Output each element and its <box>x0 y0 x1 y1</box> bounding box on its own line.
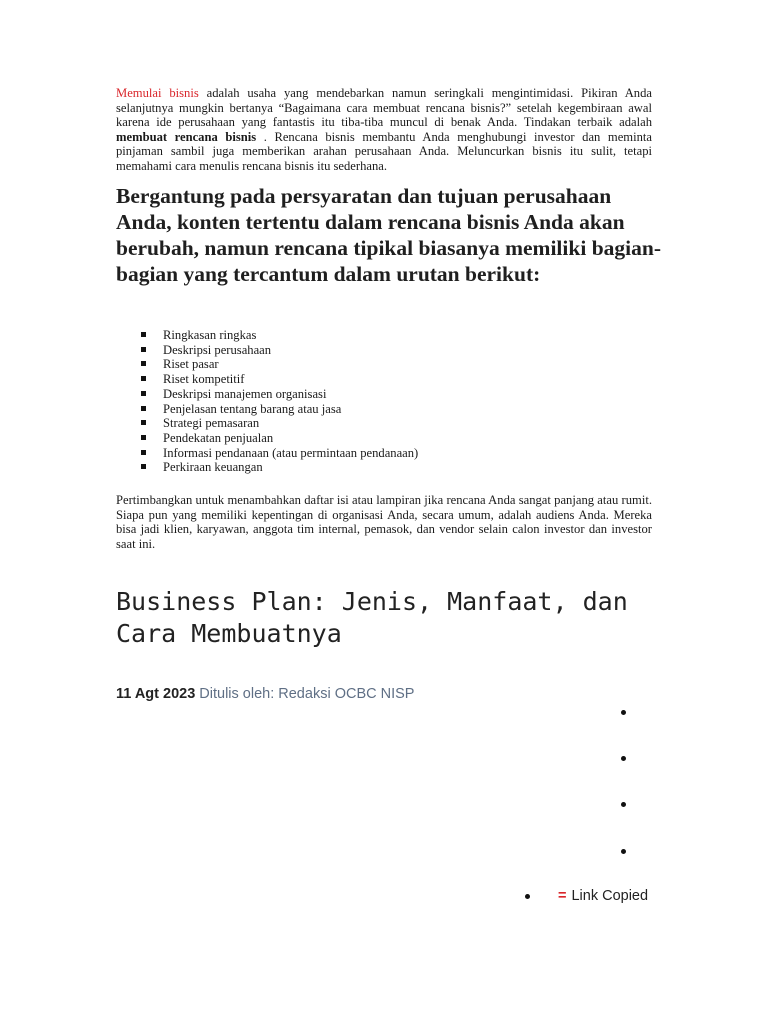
list-item: Informasi pendanaan (atau permintaan pendanaan) <box>140 446 418 461</box>
share-bullet-icon[interactable] <box>621 756 626 761</box>
list-item: Riset kompetitif <box>140 372 418 387</box>
share-bullet-icon[interactable] <box>621 802 626 807</box>
intro-text-2: . Rencana bisnis membantu Anda menghubungi investor dan meminta pinjaman sambil juga memberikan arahan perusahaan Anda. Meluncurkan bisnis itu sulit, tetapi memahami cara menulis rencana bisnis itu sederhana. <box>116 129 652 173</box>
list-item: Deskripsi manajemen organisasi <box>140 387 418 402</box>
copy-link-icon[interactable]: = <box>558 888 567 904</box>
article-date: 11 Agt 2023 <box>116 686 196 702</box>
link-copied-notice <box>522 888 648 904</box>
closing-paragraph: Pertimbangkan untuk menambahkan daftar isi atau lampiran jika rencana Anda sangat panjang atau rumit. Siapa pun yang memiliki kepentingan di organisasi Anda, secara umum, adalah audiens Anda. Mereka bisa jadi klien, karyawan, anggota tim internal, pemasok, dan vendor selain calon investor dan investor saat ini. <box>116 493 652 551</box>
list-item: Deskripsi perusahaan <box>140 343 418 358</box>
list-item: Perkiraan keuangan <box>140 460 418 475</box>
list-item: Pendekatan penjualan <box>140 431 418 446</box>
intro-link[interactable]: Memulai bisnis <box>116 86 199 100</box>
list-item: Strategi pemasaran <box>140 416 418 431</box>
share-bullet-icon[interactable] <box>621 710 626 715</box>
list-item: Riset pasar <box>140 357 418 372</box>
plan-sections-list <box>140 328 418 475</box>
intro-text-1: adalah usaha yang mendebarkan namun seringkali mengintimidasi. Pikiran Anda selanjutnya mungkin bertanya “Bagaimana cara membuat rencana bisnis?” setelah kegembiraan awal karena ide perusahaan yang fantastis itu tiba-tiba muncul di benak Anda. Tindakan terbaik adalah <box>116 86 652 130</box>
link-copied-label: Link Copied <box>571 888 649 904</box>
article-title: Business Plan: Jenis, Manfaat, dan Cara Membuatnya <box>116 587 628 648</box>
bullet-icon <box>525 894 530 899</box>
section-heading: Bergantung pada persyaratan dan tujuan perusahaan Anda, konten tertentu dalam rencana bisnis Anda akan berubah, namun rencana tipikal biasanya memiliki bagian-bagian yang tercantum dalam urutan berikut: <box>116 184 661 286</box>
list-item: Penjelasan tentang barang atau jasa <box>140 402 418 417</box>
intro-paragraph <box>116 86 652 174</box>
list-item: Ringkasan ringkas <box>140 328 418 343</box>
article-meta <box>116 686 414 702</box>
share-bullet-icon[interactable] <box>621 849 626 854</box>
intro-bold-link: membuat rencana bisnis <box>116 129 257 144</box>
article-author: Ditulis oleh: Redaksi OCBC NISP <box>199 686 415 702</box>
